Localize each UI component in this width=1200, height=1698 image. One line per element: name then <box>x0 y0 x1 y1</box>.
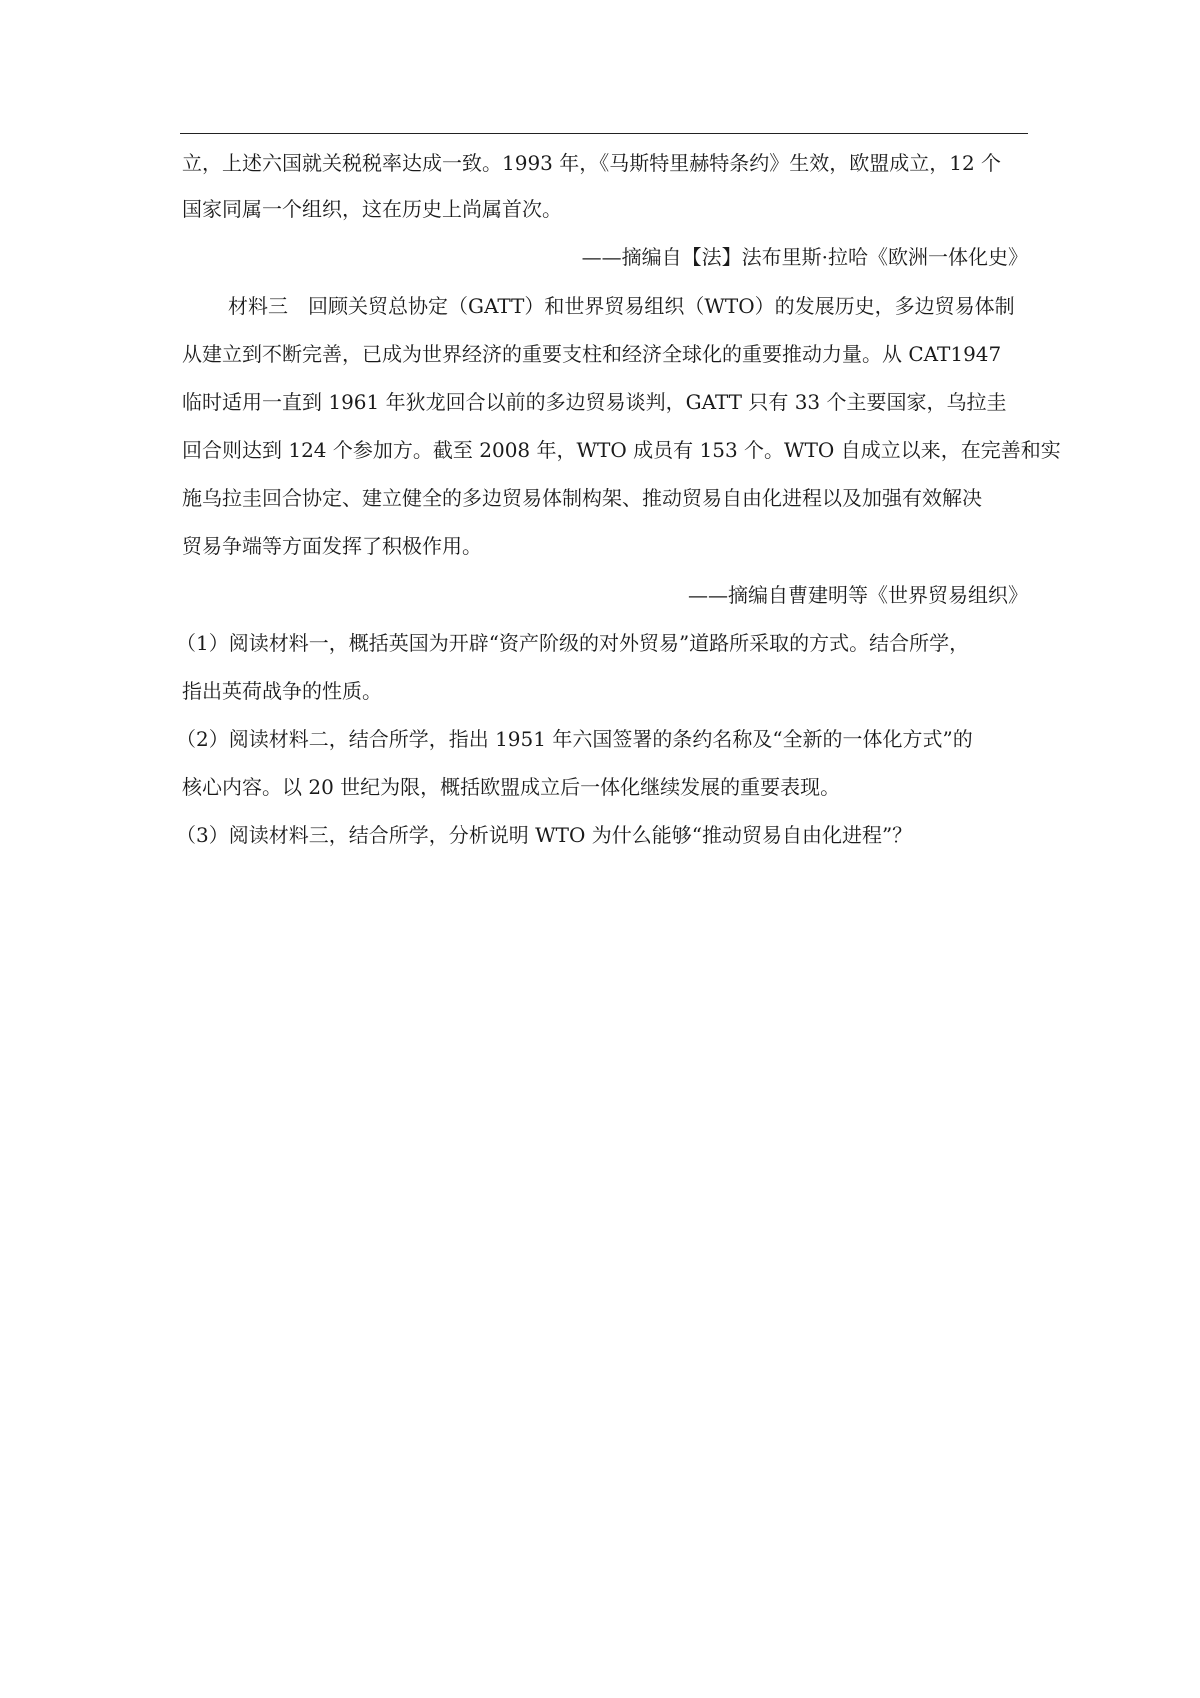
passage-two-line: 立，上述六国就关税税率达成一致。1993 年，《马斯特里赫特条约》生效，欧盟成立，12 个 <box>182 151 1002 175</box>
source-two: ——摘编自【法】法布里斯·拉哈《欧洲一体化史》 <box>581 245 1028 269</box>
material-three-line: 从建立到不断完善，已成为世界经济的重要支柱和经济全球化的重要推动力量。从 CAT1947 <box>182 342 1002 366</box>
passage-two-line: 国家同属一个组织，这在历史上尚属首次。 <box>182 197 562 221</box>
header-rule <box>180 133 1028 134</box>
question-1-line: 指出英荷战争的性质。 <box>182 679 382 703</box>
question-2-line: 核心内容。以 20 世纪为限，概括欧盟成立后一体化继续发展的重要表现。 <box>182 775 841 799</box>
material-three-line: 施乌拉圭回合协定、建立健全的多边贸易体制构架、推动贸易自由化进程以及加强有效解决 <box>182 486 982 510</box>
material-three-line: 材料三 回顾关贸总协定（GATT）和世界贸易组织（WTO）的发展历史，多边贸易体制 <box>228 294 1015 318</box>
question-1-line: （1）阅读材料一，概括英国为开辟“资产阶级的对外贸易”道路所采取的方式。结合所学， <box>176 631 970 655</box>
source-three: ——摘编自曹建明等《世界贸易组织》 <box>688 583 1028 607</box>
question-2-line: （2）阅读材料二，结合所学，指出 1951 年六国签署的条约名称及“全新的一体化方式”的 <box>176 727 973 751</box>
question-3-line: （3）阅读材料三，结合所学，分析说明 WTO 为什么能够“推动贸易自由化进程”？ <box>176 823 913 847</box>
material-three-line: 临时适用一直到 1961 年狄龙回合以前的多边贸易谈判，GATT 只有 33 个主要国家，乌拉圭 <box>182 390 1007 414</box>
material-three-line: 贸易争端等方面发挥了积极作用。 <box>182 534 482 558</box>
material-three-line: 回合则达到 124 个参加方。截至 2008 年，WTO 成员有 153 个。WTO 自成立以来，在完善和实 <box>182 438 1061 462</box>
